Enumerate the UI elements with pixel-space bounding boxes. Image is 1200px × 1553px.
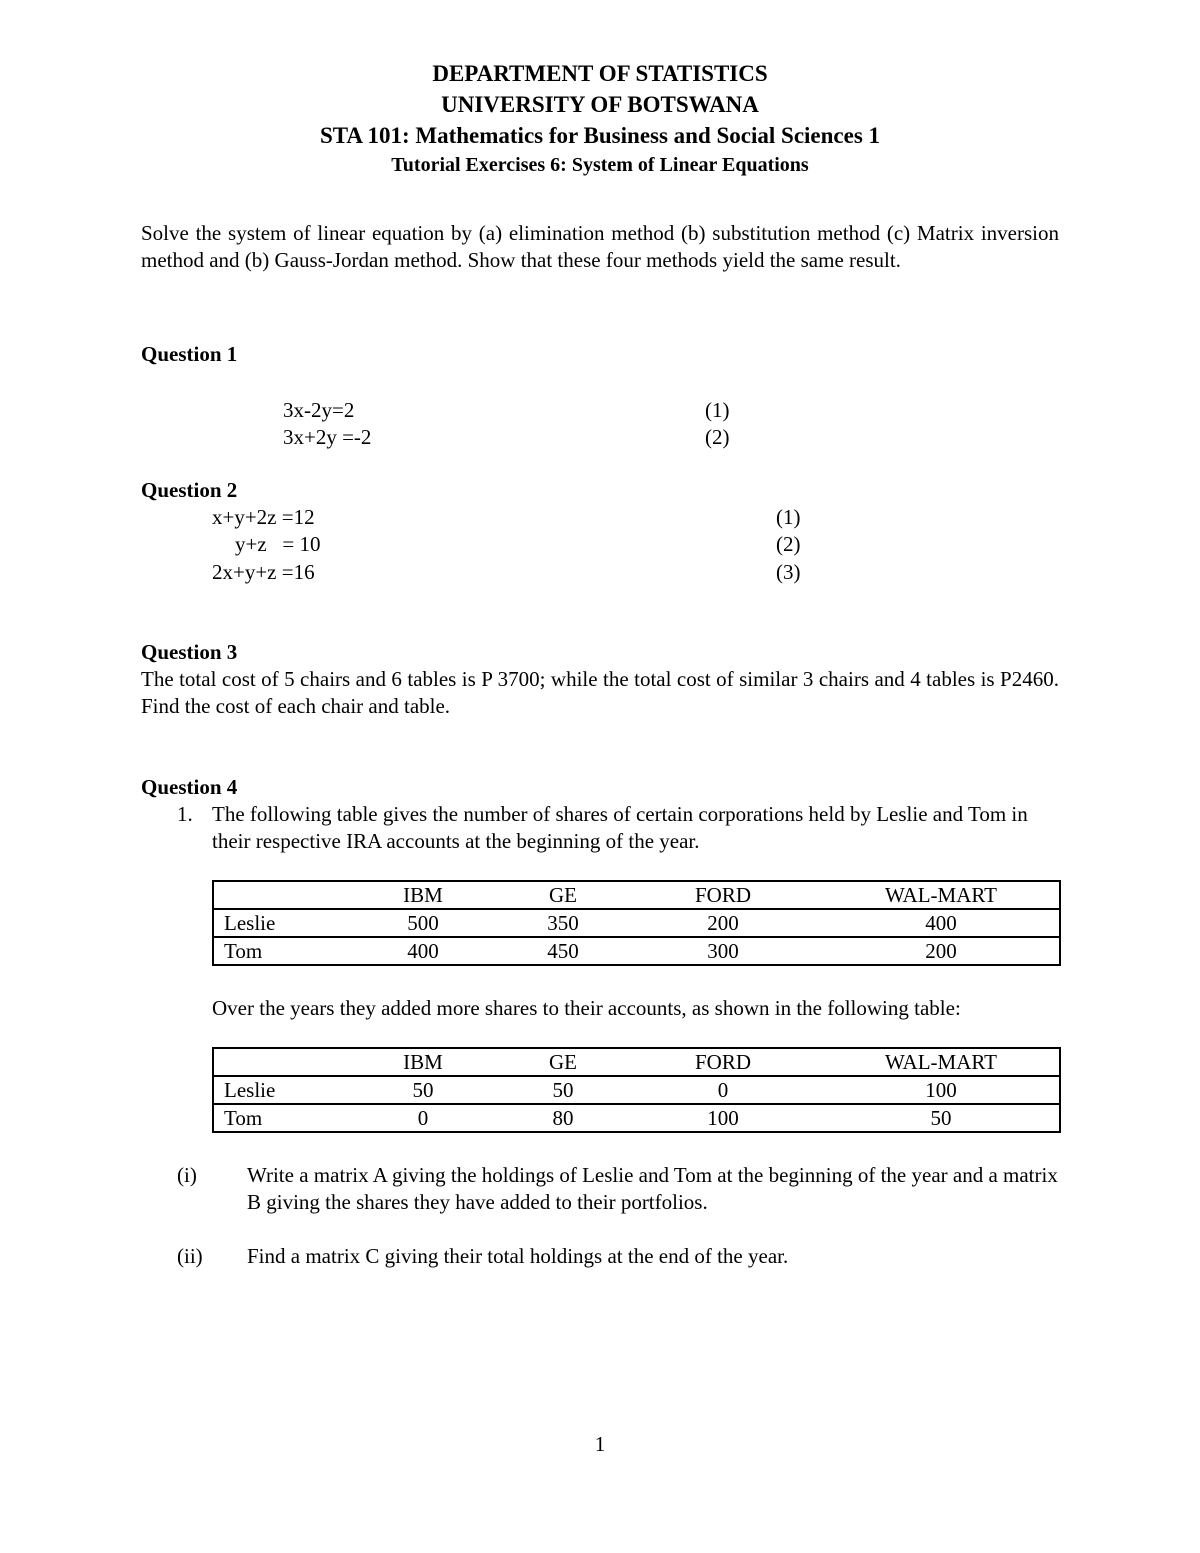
page-number: 1 (594, 1432, 606, 1456)
table-header-cell: GE (503, 1048, 623, 1076)
table-cell: 100 (623, 1104, 823, 1132)
table-cell: 300 (623, 937, 823, 965)
q4-part-ii-label: (ii) (177, 1244, 203, 1268)
table-cell: 50 (503, 1076, 623, 1104)
table-cell: 350 (503, 909, 623, 937)
table-header-cell: FORD (623, 881, 823, 909)
table-cell: 200 (823, 937, 1060, 965)
question-1-title: Question 1 (141, 342, 238, 366)
question-4-title: Question 4 (141, 775, 238, 799)
q1-equation-2-number: (2) (705, 425, 730, 449)
tutorial-title: Tutorial Exercises 6: System of Linear Equations (391, 154, 809, 176)
q4-part-ii-text: Find a matrix C giving their total holdings at the end of the year. (247, 1244, 789, 1268)
q2-equation-3: 2x+y+z =16 (212, 560, 315, 584)
table-header-cell: FORD (623, 1048, 823, 1076)
q1-equation-1: 3x-2y=2 (283, 398, 355, 422)
table-cell: 50 (823, 1104, 1060, 1132)
q4-part-i-label: (i) (177, 1163, 197, 1187)
table-cell: 450 (503, 937, 623, 965)
shares-table-added (212, 1047, 1061, 1133)
instructions: Solve the system of linear equation by (a) elimination method (b) substitution method (c) Matrix inversion method and (b) Gauss-Jordan method. Show that these four methods yield the same result. (141, 221, 1059, 272)
table-cell: Tom (213, 937, 343, 965)
table-row (213, 937, 1060, 965)
q1-equation-1-number: (1) (705, 398, 730, 422)
table-cell: 500 (343, 909, 503, 937)
q4-between-text: Over the years they added more shares to their accounts, as shown in the following table: (212, 996, 961, 1020)
table-header-row (213, 1048, 1060, 1076)
q2-equation-1-number: (1) (776, 505, 801, 529)
question-2-title: Question 2 (141, 478, 238, 502)
table-header-cell (213, 881, 343, 909)
table-cell: 100 (823, 1076, 1060, 1104)
table-cell: Leslie (213, 1076, 343, 1104)
table-row (213, 1076, 1060, 1104)
q4-part-i-text: Write a matrix A giving the holdings of Leslie and Tom at the beginning of the year and a matrix B giving the shares they have added to their portfolios. (247, 1163, 1058, 1214)
table-header-cell (213, 1048, 343, 1076)
q1-equation-2: 3x+2y =-2 (283, 425, 372, 449)
table-cell: Leslie (213, 909, 343, 937)
q4-item-number: 1. (177, 802, 193, 826)
department-title: DEPARTMENT OF STATISTICS (432, 61, 768, 86)
table-header-cell: WAL-MART (823, 881, 1060, 909)
table-row (213, 909, 1060, 937)
q2-equation-3-number: (3) (776, 560, 801, 584)
table-header-cell: GE (503, 881, 623, 909)
university-title: UNIVERSITY OF BOTSWANA (441, 92, 759, 117)
table-cell: 0 (343, 1104, 503, 1132)
table-cell: 400 (343, 937, 503, 965)
table-header-cell: IBM (343, 1048, 503, 1076)
table-cell: 400 (823, 909, 1060, 937)
question-3-title: Question 3 (141, 640, 238, 664)
shares-table-beginning (212, 880, 1061, 966)
q2-equation-1: x+y+2z =12 (212, 505, 315, 529)
q2-equation-2: y+z = 10 (235, 532, 321, 556)
table-cell: 50 (343, 1076, 503, 1104)
table-header-cell: WAL-MART (823, 1048, 1060, 1076)
course-title: STA 101: Mathematics for Business and Social Sciences 1 (319, 123, 881, 148)
q4-item-text: The following table gives the number of shares of certain corporations held by Leslie and Tom in their respective IRA accounts at the beginning of the year. (212, 802, 1028, 853)
table-header-row (213, 881, 1060, 909)
table-row (213, 1104, 1060, 1132)
table-cell: 80 (503, 1104, 623, 1132)
q2-equation-2-number: (2) (776, 532, 801, 556)
table-header-cell: IBM (343, 881, 503, 909)
table-cell: 0 (623, 1076, 823, 1104)
question-3-text: The total cost of 5 chairs and 6 tables is P 3700; while the total cost of similar 3 chairs and 4 tables is P2460. Find the cost of each chair and table. (141, 667, 1059, 718)
table-cell: 200 (623, 909, 823, 937)
table-cell: Tom (213, 1104, 343, 1132)
